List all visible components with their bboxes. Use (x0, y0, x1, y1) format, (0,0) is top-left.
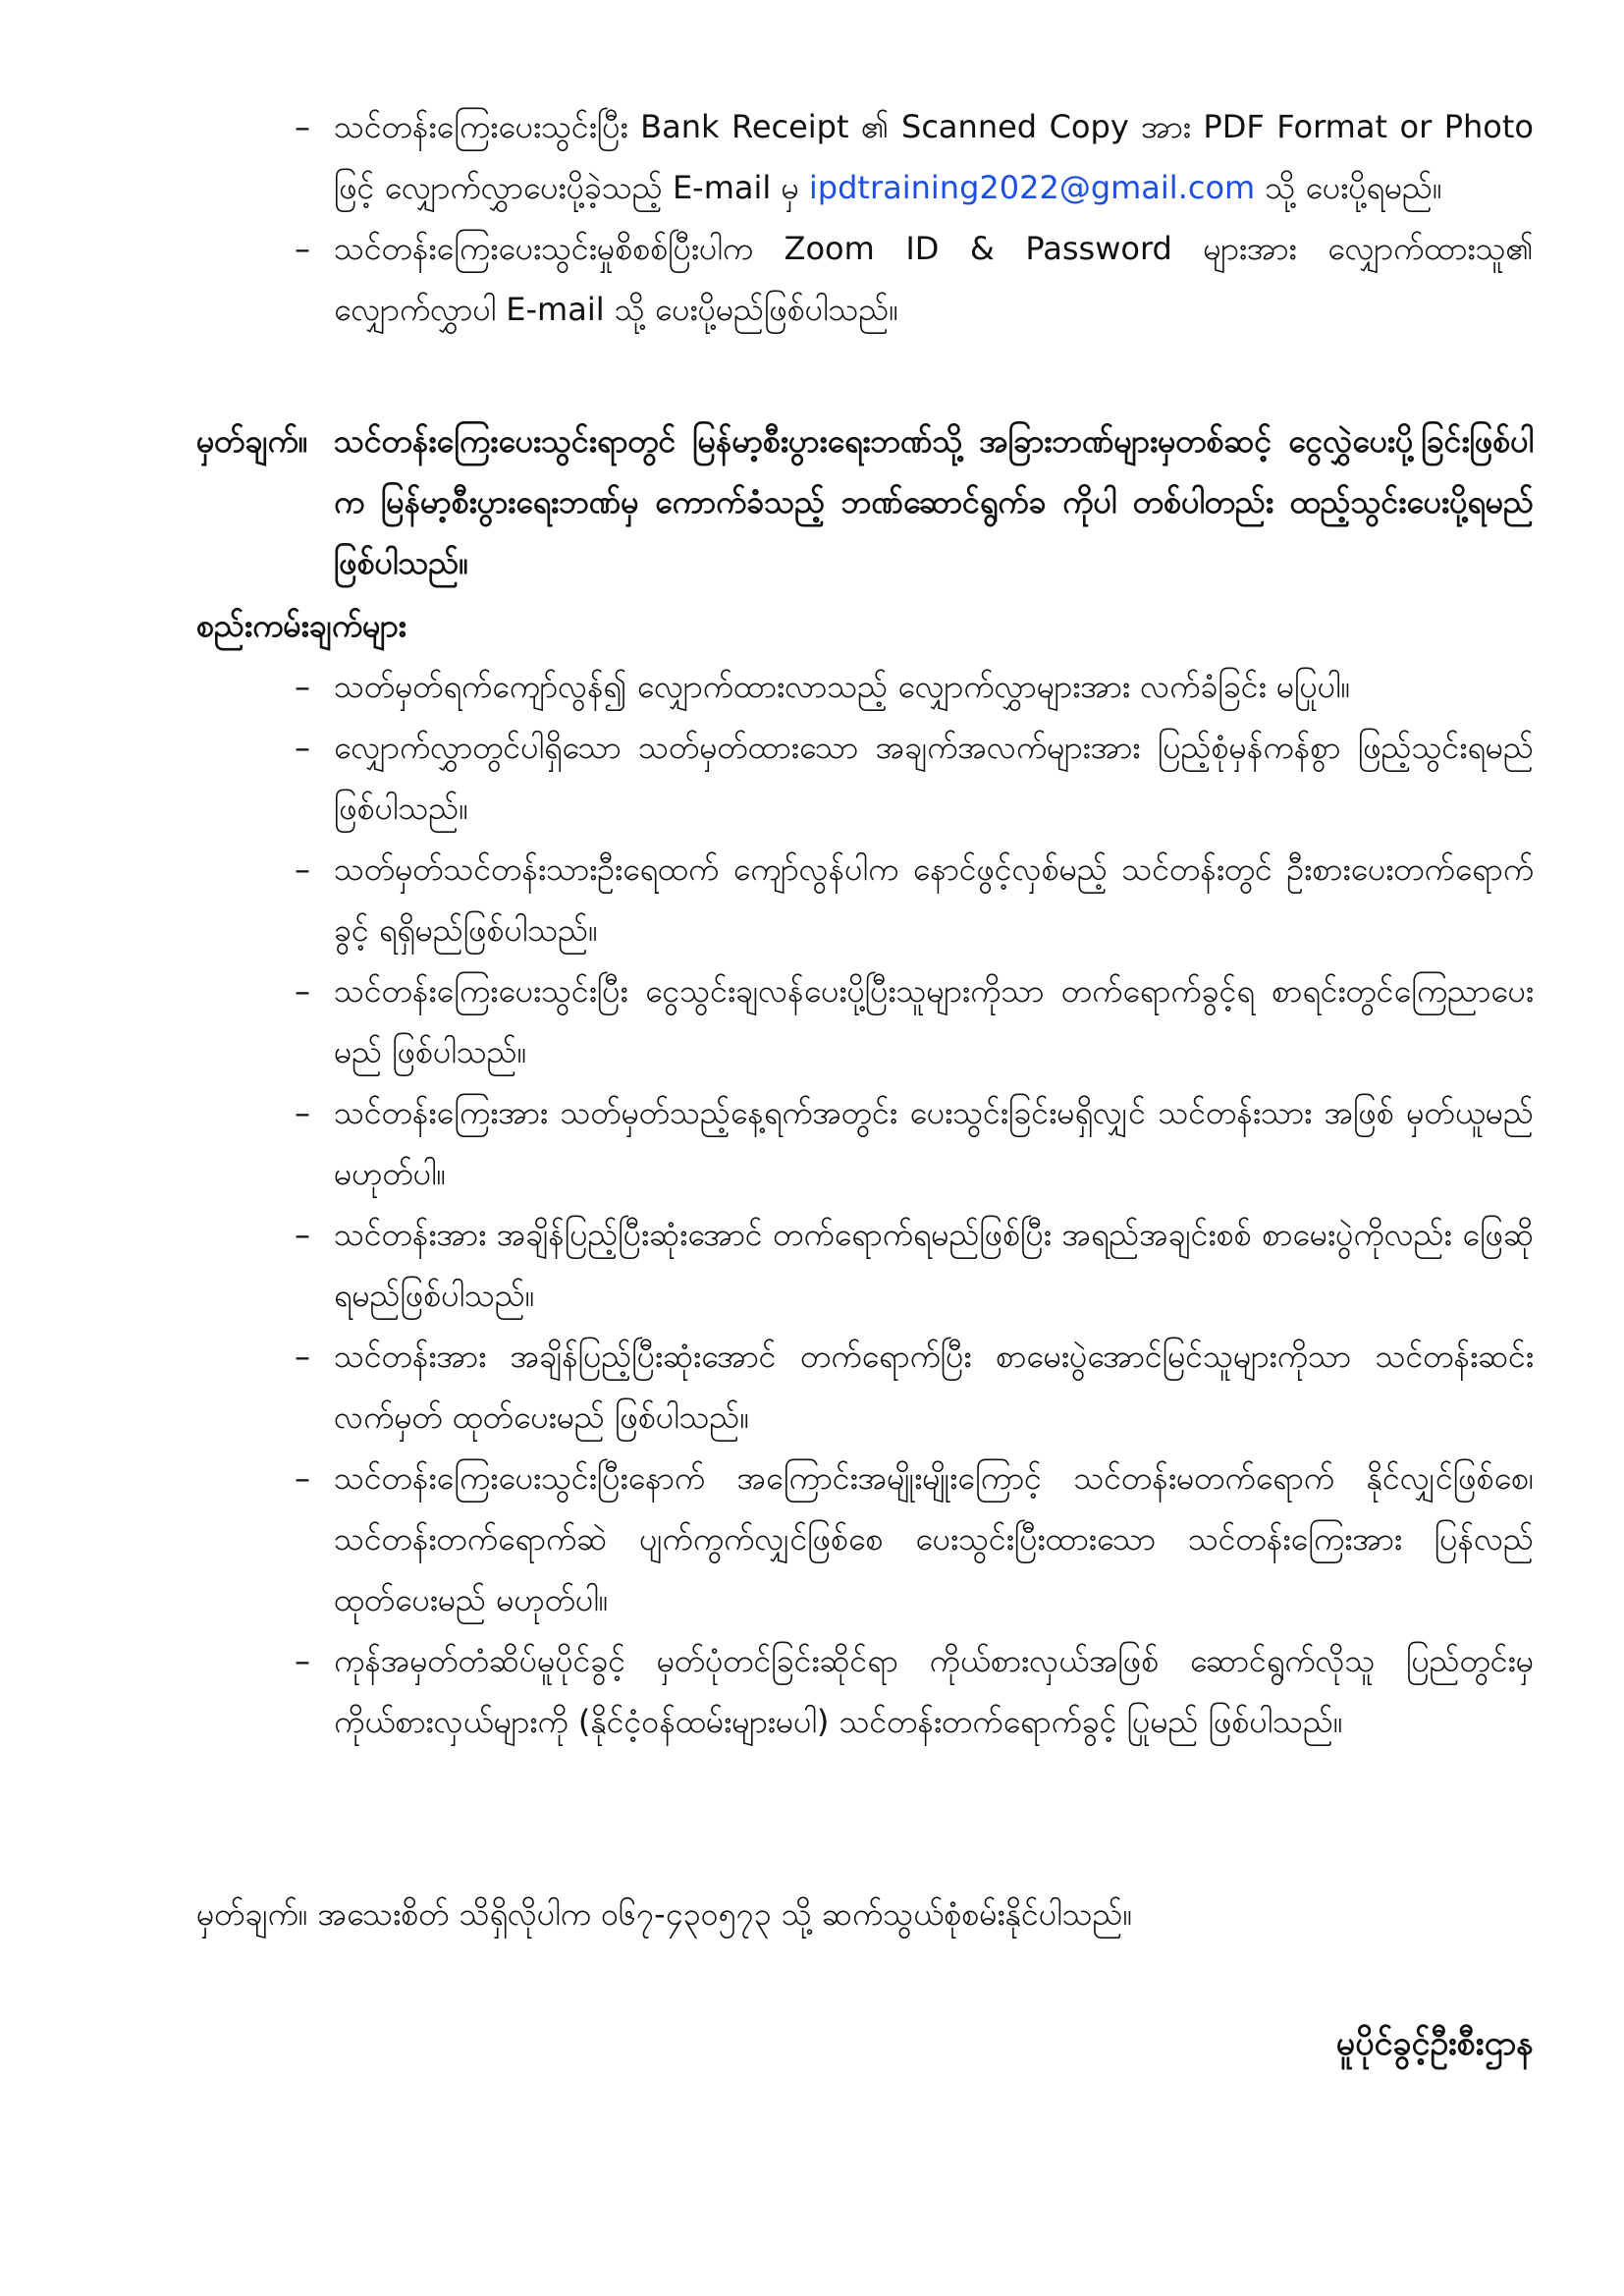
list-item (295, 218, 1534, 340)
list-item-text: လျှောက်လွှာတွင်ပါရှိသော သတ်မှတ်ထားသော အချက်အလက်များအား ပြည့်စုံမှန်ကန်စွာ ဖြည့်သွင်းရမည်ဖြစ်ပါသည်။ (334, 729, 1534, 827)
bank-fee-note (196, 410, 1534, 593)
submission-instructions-list (295, 96, 1534, 340)
department-signature: မူပိုင်ခွင့်ဦးစီးဌာန (1335, 2024, 1534, 2063)
dash-bullet: – (295, 1338, 310, 1375)
list-item-text: သတ်မှတ်သင်တန်းသားဦးရေထက် ကျော်လွန်ပါက နောင်ဖွင့်လှစ်မည့် သင်တန်းတွင် ဦးစားပေးတက်ရောက်ခွင့် ရရှိမည်ဖြစ်ပါသည်။ (334, 850, 1534, 949)
rules-list (295, 656, 1534, 1752)
dash-bullet: – (295, 668, 310, 705)
list-item (295, 1448, 1534, 1630)
dash-bullet: – (295, 850, 310, 888)
list-item-text: သင်တန်းကြေးပေးသွင်းပြီး ငွေသွင်းချလန်ပေးပို့ပြီးသူများကိုသာ တက်ရောက်ခွင့်ရ စာရင်းတွင်ကြေညာပေးမည် ဖြစ်ပါသည်။ (334, 972, 1534, 1070)
email-link[interactable]: ipdtraining2022@gmail.com (808, 169, 1256, 206)
note-label: မှတ်ချက်။ (196, 422, 308, 460)
dash-bullet: – (295, 1459, 310, 1497)
dash-bullet: – (295, 108, 310, 145)
list-item (295, 960, 1534, 1082)
list-item-text: သင်တန်းကြေးပေးသွင်းပြီး Bank Receipt ၏ Scanned Copy အား PDF Format or Photo ဖြင့် လျှောက်လွှာပေးပို့ခဲ့သည့် E-mail မှ ipdtraining2022@gmail.com သို့ ပေးပို့ရမည်။ (334, 108, 1534, 206)
list-item-text: ကုန်အမှတ်တံဆိပ်မူပိုင်ခွင့် မှတ်ပုံတင်ခြင်းဆိုင်ရာ ကိုယ်စားလှယ်အဖြစ် ဆောင်ရွက်လိုသူ ပြည်တွင်းမှ ကိုယ်စားလှယ်များကို (နိုင်ငံ့ဝန်ထမ်းများမပါ) သင်တန်းတက်ရောက်ခွင့် ပြုမည် ဖြစ်ပါသည်။ (334, 1642, 1534, 1740)
list-item-text: သတ်မှတ်ရက်ကျော်လွန်၍ လျှောက်ထားလာသည့် လျှောက်လွှာများအား လက်ခံခြင်း မပြုပါ။ (334, 668, 1351, 705)
note-text: သင်တန်းကြေးပေးသွင်းရာတွင် မြန်မာ့စီးပွားရေးဘဏ်သို့ အခြားဘဏ်များမှတစ်ဆင့် ငွေလွှဲပေးပို့ခြင်းဖြစ်ပါက မြန်မာ့စီးပွားရေးဘဏ်မှ ကောက်ခံသည့် ဘဏ်ဆောင်ရွက်ခ ကိုပါ တစ်ပါတည်း ထည့်သွင်းပေးပို့ရမည် ဖြစ်ပါသည်။ (334, 422, 1534, 581)
list-item-text: သင်တန်းကြေးပေးသွင်းမှုစိစစ်ပြီးပါက Zoom ID & Password များအား လျှောက်ထားသူ၏ လျှောက်လွှာပါ E-mail သို့ ပေးပို့မည်ဖြစ်ပါသည်။ (334, 230, 1534, 328)
dash-bullet: – (295, 1216, 310, 1253)
contact-note: မှတ်ချက်။ အသေးစိတ် သိရှိလိုပါက ၀၆၇-၄၃၀၅၇၃ သို့ ဆက်သွယ်စုံစမ်းနိုင်ပါသည်။ (196, 1895, 1133, 1933)
list-item-text: သင်တန်းကြေးအား သတ်မှတ်သည့်နေ့ရက်အတွင်း ပေးသွင်းခြင်းမရှိလျှင် သင်တန်းသား အဖြစ် မှတ်ယူမည်မဟုတ်ပါ။ (334, 1094, 1534, 1192)
rules-heading: စည်းကမ်းချက်များ (196, 607, 406, 644)
list-item (295, 1326, 1534, 1448)
list-item (295, 656, 1534, 717)
list-item (295, 1630, 1534, 1752)
list-item-text: သင်တန်းအား အချိန်ပြည့်ပြီးဆုံးအောင် တက်ရောက်ပြီး စာမေးပွဲအောင်မြင်သူများကိုသာ သင်တန်းဆင်းလက်မှတ် ထုတ်ပေးမည် ဖြစ်ပါသည်။ (334, 1338, 1534, 1436)
list-item (295, 839, 1534, 960)
dash-bullet: – (295, 972, 310, 1010)
list-item (295, 717, 1534, 839)
dash-bullet: – (295, 729, 310, 766)
list-item (295, 1082, 1534, 1204)
list-item (295, 96, 1534, 218)
dash-bullet: – (295, 230, 310, 267)
list-item-text: သင်တန်းကြေးပေးသွင်းပြီးနောက် အကြောင်းအမျိုးမျိုးကြောင့် သင်တန်းမတက်ရောက် နိုင်လျှင်ဖြစ်စေ၊ သင်တန်းတက်ရောက်ဆဲ ပျက်ကွက်လျှင်ဖြစ်စေ ပေးသွင်းပြီးထားသော သင်တန်းကြေးအား ပြန်လည်ထုတ်ပေးမည် မဟုတ်ပါ။ (334, 1459, 1534, 1618)
list-item-text: သင်တန်းအား အချိန်ပြည့်ပြီးဆုံးအောင် တက်ရောက်ရမည်ဖြစ်ပြီး အရည်အချင်းစစ် စာမေးပွဲကိုလည်း ဖြေဆိုရမည်ဖြစ်ပါသည်။ (334, 1216, 1534, 1314)
list-item (295, 1204, 1534, 1326)
dash-bullet: – (295, 1642, 310, 1679)
dash-bullet: – (295, 1094, 310, 1131)
